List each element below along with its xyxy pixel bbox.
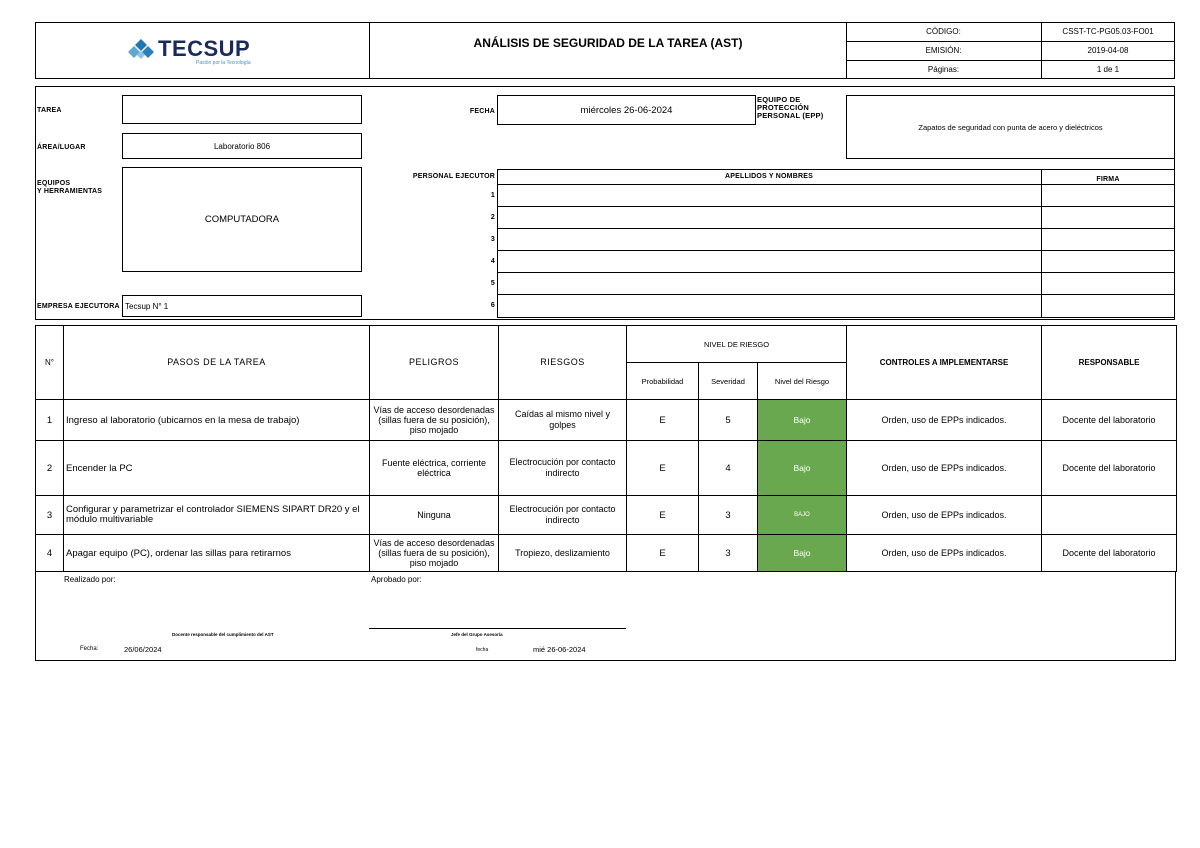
area-label: ÁREA/LUGAR: [37, 143, 86, 151]
row-num: 3: [36, 496, 64, 535]
row-paso: Encender la PC: [64, 441, 370, 496]
tecsup-logo-icon: [126, 38, 156, 62]
fecha-field[interactable]: miércoles 26-06-2024: [497, 95, 756, 125]
row-severidad: 3: [699, 535, 758, 572]
row-control: Orden, uso de EPPs indicados.: [847, 400, 1042, 441]
realizado-label: Realizado por:: [64, 575, 116, 584]
table-row: [36, 400, 1177, 441]
emision-label: EMISIÓN:: [925, 46, 962, 55]
fecha2-footer-value: mié 26-06-2024: [533, 645, 586, 654]
personal-row-number: 6: [490, 302, 495, 309]
row-control: Orden, uso de EPPs indicados.: [847, 535, 1042, 572]
empresa-field[interactable]: Tecsup N° 1: [122, 295, 362, 317]
footer-right-border: [1175, 572, 1176, 661]
row-num: 4: [36, 535, 64, 572]
aprobado-role: Jefe del Grupo Asesoría: [451, 632, 503, 637]
row-severidad: 3: [699, 496, 758, 535]
row-control: Orden, uso de EPPs indicados.: [847, 496, 1042, 535]
row-responsable: Docente del laboratorio: [1042, 441, 1177, 496]
personal-row-number: 4: [490, 258, 495, 265]
apellidos-header: APELLIDOS Y NOMBRES: [725, 173, 813, 180]
header-nivel-riesgo: NIVEL DE RIESGO: [627, 326, 847, 363]
row-num: 1: [36, 400, 64, 441]
area-field[interactable]: Laboratorio 806: [122, 133, 362, 159]
personal-ejecutor-label: PERSONAL EJECUTOR: [412, 172, 495, 180]
fecha-label: FECHA: [469, 107, 495, 115]
header-nivel-del-riesgo: Nivel del Riesgo: [758, 363, 847, 400]
epp-field[interactable]: Zapatos de seguridad con punta de acero y dieléctricos: [846, 95, 1175, 159]
logo-tagline: Pasión por la Tecnología: [196, 60, 251, 66]
empresa-label: EMPRESA EJECUTORA: [37, 302, 120, 310]
epp-label: EQUIPO DE PROTECCIÓN PERSONAL (EPP): [757, 95, 824, 120]
footer-left-border: [35, 572, 36, 661]
row-nivel-riesgo: Bajo: [758, 400, 847, 441]
personal-row-number: 1: [490, 192, 495, 199]
row-nivel-riesgo: Bajo: [758, 441, 847, 496]
row-num: 2: [36, 441, 64, 496]
header-probabilidad: Probabilidad: [627, 363, 699, 400]
fecha-footer-label: Fecha:: [80, 646, 99, 652]
personal-row-number: 5: [490, 280, 495, 287]
header-riesgos: RIESGOS: [499, 326, 627, 400]
tarea-label: TAREA: [37, 106, 62, 114]
emision-value: 2019-04-08: [1087, 46, 1129, 55]
row-riesgo: Electrocución por contacto indirecto: [499, 496, 627, 535]
row-probabilidad: E: [627, 400, 699, 441]
row-nivel-riesgo: Bajo: [758, 535, 847, 572]
equipos-label: EQUIPOS Y HERRAMIENTAS: [37, 180, 103, 195]
tecsup-logo: [126, 36, 266, 66]
personal-grid: [497, 169, 1175, 318]
row-riesgo: Caídas al mismo nivel y golpes: [499, 400, 627, 441]
realizado-role: Docente responsable del cumplimiento del AST: [172, 632, 274, 637]
row-riesgo: Tropiezo, deslizamiento: [499, 535, 627, 572]
header-peligros: PELIGROS: [370, 326, 499, 400]
paginas-value: 1 de 1: [1096, 65, 1120, 74]
row-nivel-riesgo: BAJO: [758, 496, 847, 535]
row-probabilidad: E: [627, 441, 699, 496]
row-responsable: [1042, 496, 1177, 535]
row-severidad: 5: [699, 400, 758, 441]
tarea-field[interactable]: [122, 95, 362, 124]
header-severidad: Severidad: [699, 363, 758, 400]
row-paso: Ingreso al laboratorio (ubicarnos en la mesa de trabajo): [64, 400, 370, 441]
header-pasos: PASOS DE LA TAREA: [64, 326, 370, 400]
row-responsable: Docente del laboratorio: [1042, 535, 1177, 572]
fecha2-footer-label: fecha: [476, 647, 489, 653]
row-responsable: Docente del laboratorio: [1042, 400, 1177, 441]
personal-row-number: 3: [490, 236, 495, 243]
document-title: ANÁLISIS DE SEGURIDAD DE LA TAREA (AST): [473, 36, 743, 50]
fecha-footer-value: 26/06/2024: [124, 645, 162, 654]
codigo-label: CÓDIGO:: [926, 27, 961, 36]
row-probabilidad: E: [627, 535, 699, 572]
row-peligro: Ninguna: [370, 496, 499, 535]
equipos-field[interactable]: COMPUTADORA: [122, 167, 362, 272]
aprobado-label: Aprobado por:: [371, 575, 422, 584]
row-peligro: Fuente eléctrica, corriente eléctrica: [370, 441, 499, 496]
firma-header: FIRMA: [1096, 176, 1120, 183]
table-row: [36, 441, 1177, 496]
codigo-value: CSST-TC-PG05.03-FO01: [1062, 27, 1154, 36]
personal-row-number: 2: [490, 214, 495, 221]
header-controles: CONTROLES A IMPLEMENTARSE: [847, 326, 1042, 400]
row-control: Orden, uso de EPPs indicados.: [847, 441, 1042, 496]
header-num: N°: [36, 326, 64, 400]
header-responsable: RESPONSABLE: [1042, 326, 1177, 400]
row-paso: Apagar equipo (PC), ordenar las sillas para retirarnos: [64, 535, 370, 572]
row-severidad: 4: [699, 441, 758, 496]
row-riesgo: Electrocución por contacto indirecto: [499, 441, 627, 496]
row-probabilidad: E: [627, 496, 699, 535]
table-row: [36, 535, 1177, 572]
row-peligro: Vías de acceso desordenadas (sillas fuera de su posición), piso mojado: [370, 400, 499, 441]
steps-table: [35, 325, 1177, 572]
row-peligro: Vías de acceso desordenadas (sillas fuera de su posición), piso mojado: [370, 535, 499, 572]
table-row: [36, 496, 1177, 535]
row-paso: Configurar y parametrizar el controlador SIEMENS SIPART DR20 y el módulo multivariable: [64, 496, 370, 535]
footer-bottom-border: [35, 660, 1176, 661]
paginas-label: Páginas:: [927, 65, 960, 74]
logo-text: TECSUP: [158, 36, 251, 61]
aprobado-signature-line: [369, 628, 626, 629]
